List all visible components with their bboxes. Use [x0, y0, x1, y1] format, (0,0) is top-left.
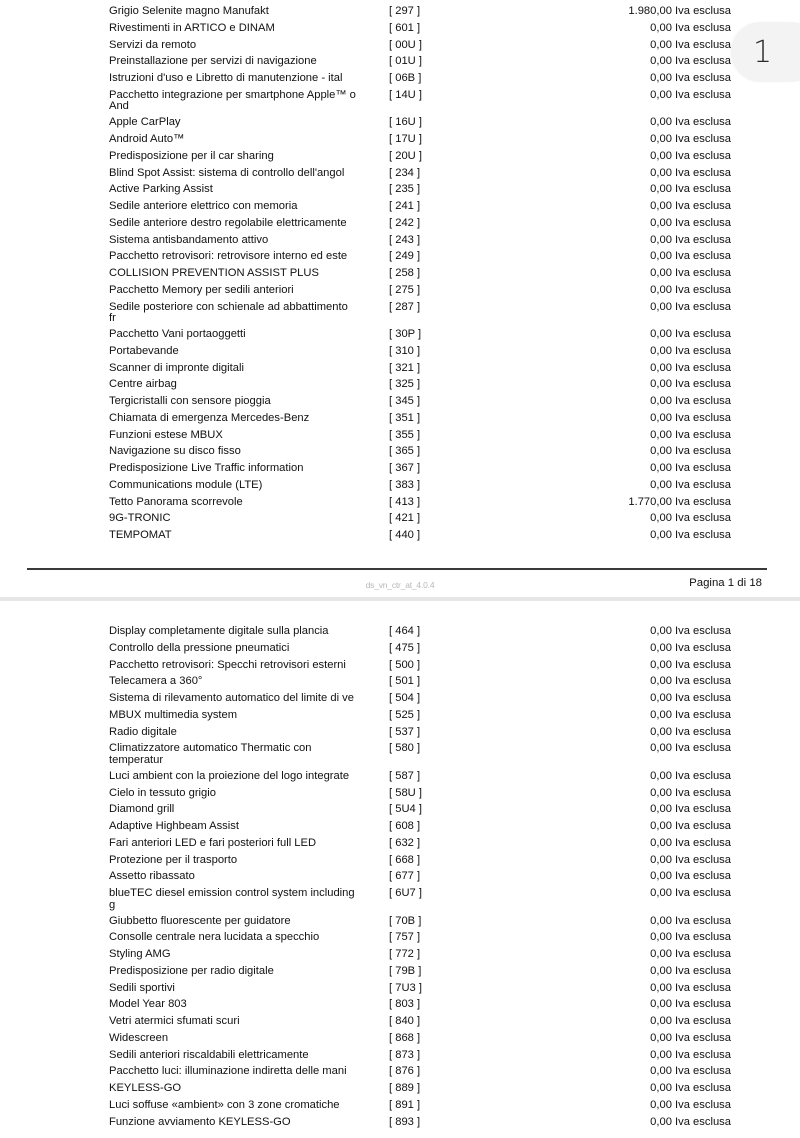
- option-description: Luci ambient con la proiezione del logo integrate: [109, 770, 350, 782]
- option-price: 0,00 Iva esclusa: [650, 72, 731, 84]
- option-row: [0, 21, 800, 38]
- option-price: 0,00 Iva esclusa: [650, 462, 731, 474]
- option-price: 0,00 Iva esclusa: [650, 786, 731, 799]
- option-row: [0, 377, 800, 394]
- option-row: [0, 461, 800, 478]
- option-code: [ 504 ]: [389, 692, 421, 704]
- option-price: 0,00 Iva esclusa: [650, 1115, 731, 1128]
- option-price: 0,00 Iva esclusa: [650, 981, 731, 994]
- option-code: [ 16U ]: [389, 116, 422, 129]
- option-description: Istruzioni d'uso e Libretto di manutenzione - ital: [109, 73, 343, 84]
- option-row: [0, 444, 800, 461]
- option-row: [0, 300, 800, 328]
- option-description: Predisposizione per il car sharing: [109, 150, 274, 162]
- option-description: Sedili anteriori riscaldabili elettricamente: [109, 1049, 309, 1061]
- option-code: [ 580 ]: [389, 742, 421, 755]
- option-price: 0,00 Iva esclusa: [650, 708, 731, 721]
- option-row: [0, 930, 800, 947]
- option-row: [0, 947, 800, 964]
- option-price: 0,00 Iva esclusa: [650, 1098, 731, 1111]
- option-code: [ 803 ]: [389, 998, 421, 1011]
- option-price: 0,00 Iva esclusa: [650, 948, 731, 960]
- option-description: Pacchetto integrazione per smartphone Apple™ o And: [109, 88, 356, 113]
- option-code: [ 242 ]: [389, 216, 421, 229]
- option-price: 0,00 Iva esclusa: [650, 625, 731, 637]
- option-price: 0,00 Iva esclusa: [650, 641, 731, 654]
- option-description: Sedile anteriore destro regolabile elettricamente: [109, 217, 347, 229]
- option-price: 0,00 Iva esclusa: [650, 1065, 731, 1078]
- option-price: 1.770,00 Iva esclusa: [628, 495, 731, 508]
- option-price: 0,00 Iva esclusa: [650, 658, 731, 671]
- page-number-badge: [731, 22, 800, 82]
- option-code: [ 421 ]: [389, 512, 421, 525]
- option-price: 0,00 Iva esclusa: [650, 55, 731, 68]
- option-price: 0,00 Iva esclusa: [650, 344, 731, 357]
- option-code: [ 20U ]: [389, 149, 422, 162]
- option-price: 0,00 Iva esclusa: [650, 998, 731, 1011]
- option-code: [ 6U7 ]: [389, 887, 422, 899]
- option-code: [ 893 ]: [389, 1115, 421, 1128]
- footer-page-number: Pagina 1 di 18: [689, 577, 762, 589]
- option-code: [ 06B ]: [389, 72, 422, 84]
- option-row: [0, 725, 800, 742]
- option-price: 0,00 Iva esclusa: [650, 931, 731, 944]
- option-description: Display completamente digitale sulla plancia: [109, 626, 329, 637]
- option-description: Climatizzatore automatico Thermatic con temperatur: [109, 742, 312, 766]
- option-price: 0,00 Iva esclusa: [650, 378, 731, 391]
- option-code: [ 310 ]: [389, 344, 421, 357]
- option-price: 0,00 Iva esclusa: [650, 428, 731, 441]
- option-code: [ 587 ]: [389, 769, 421, 782]
- option-price: 0,00 Iva esclusa: [650, 914, 731, 927]
- option-row: [0, 428, 800, 445]
- option-description: Grigio Selenite magno Manufakt: [109, 6, 269, 17]
- option-code: [ 500 ]: [389, 658, 421, 671]
- option-description: Luci soffuse «ambient» con 3 zone cromatiche: [109, 1099, 340, 1111]
- option-price: 0,00 Iva esclusa: [650, 1082, 731, 1094]
- option-row: [0, 981, 800, 998]
- option-row: [0, 216, 800, 233]
- option-description: Scanner di impronte digitali: [109, 362, 244, 374]
- option-description: Pacchetto Memory per sedili anteriori: [109, 284, 294, 296]
- option-code: [ 79B ]: [389, 964, 422, 977]
- option-row: [0, 1081, 800, 1098]
- option-row: [0, 361, 800, 378]
- option-code: [ 677 ]: [389, 870, 421, 883]
- option-description: TEMPOMAT: [109, 530, 172, 541]
- option-description: Funzioni estese MBUX: [109, 429, 223, 441]
- option-code: [ 345 ]: [389, 395, 421, 407]
- option-row: [0, 836, 800, 853]
- option-description: Sedile anteriore elettrico con memoria: [109, 201, 298, 212]
- option-row: [0, 249, 800, 266]
- option-row: [0, 511, 800, 528]
- option-price: 0,00 Iva esclusa: [650, 216, 731, 229]
- option-row: [0, 1014, 800, 1031]
- option-code: [ 258 ]: [389, 267, 421, 279]
- option-row: [0, 88, 800, 116]
- option-code: [ 275 ]: [389, 283, 421, 296]
- footer-document-id: ds_vn_ctr_at_4.0.4: [365, 580, 435, 590]
- option-row: [0, 54, 800, 71]
- option-row: [0, 914, 800, 931]
- option-price: 0,00 Iva esclusa: [650, 887, 731, 899]
- option-code: [ 355 ]: [389, 428, 421, 441]
- option-row: [0, 769, 800, 786]
- option-description: Protezione per il trasporto: [109, 854, 238, 866]
- option-price: 0,00 Iva esclusa: [650, 166, 731, 179]
- option-description: Tergicristalli con sensore pioggia: [109, 396, 271, 407]
- option-row: [0, 266, 800, 283]
- option-code: [ 876 ]: [389, 1065, 421, 1078]
- option-price: 0,00 Iva esclusa: [650, 21, 731, 34]
- option-price: 0,00 Iva esclusa: [650, 692, 731, 704]
- option-code: [ 243 ]: [389, 233, 421, 246]
- option-price: 0,00 Iva esclusa: [650, 1015, 731, 1027]
- option-row: [0, 166, 800, 183]
- option-code: [ 00U ]: [389, 38, 422, 51]
- option-description: Rivestimenti in ARTICO e DINAM: [109, 22, 275, 34]
- option-code: [ 464 ]: [389, 625, 421, 637]
- option-description: Styling AMG: [109, 949, 171, 960]
- option-description: Model Year 803: [109, 999, 187, 1011]
- option-description: Predisposizione Live Traffic information: [109, 463, 304, 474]
- option-code: [ 58U ]: [389, 786, 422, 799]
- option-row: [0, 327, 800, 344]
- option-price: 0,00 Iva esclusa: [650, 183, 731, 196]
- option-description: Sistema antisbandamento attivo: [109, 234, 269, 246]
- option-price: 0,00 Iva esclusa: [650, 361, 731, 374]
- page-number-badge-value: 1: [753, 34, 773, 70]
- option-code: [ 608 ]: [389, 820, 421, 832]
- document-page-2: [0, 601, 800, 1138]
- option-row: [0, 819, 800, 836]
- option-row: [0, 149, 800, 166]
- option-code: [ 321 ]: [389, 361, 421, 374]
- option-description: Portabevande: [109, 345, 179, 357]
- option-price: 0,00 Iva esclusa: [650, 836, 731, 849]
- option-description: Sedili sportivi: [109, 982, 175, 994]
- option-description: Servizi da remoto: [109, 39, 197, 51]
- options-list: [0, 4, 800, 545]
- option-description: COLLISION PREVENTION ASSIST PLUS: [109, 268, 319, 279]
- option-price: 0,00 Iva esclusa: [650, 38, 731, 51]
- option-code: [ 873 ]: [389, 1048, 421, 1061]
- option-row: [0, 233, 800, 250]
- option-description: Blind Spot Assist: sistema di controllo dell'angol: [109, 167, 345, 179]
- option-price: 0,00 Iva esclusa: [650, 725, 731, 738]
- option-code: [ 632 ]: [389, 836, 421, 849]
- option-code: [ 351 ]: [389, 411, 421, 424]
- option-row: [0, 1031, 800, 1048]
- option-price: 0,00 Iva esclusa: [650, 395, 731, 407]
- option-row: [0, 964, 800, 981]
- option-row: [0, 802, 800, 819]
- option-description: Pacchetto retrovisori: Specchi retrovisori esterni: [109, 659, 346, 671]
- option-price: 0,00 Iva esclusa: [650, 964, 731, 977]
- option-row: [0, 182, 800, 199]
- option-price: 0,00 Iva esclusa: [650, 769, 731, 782]
- option-price: 0,00 Iva esclusa: [650, 675, 731, 688]
- option-row: [0, 1115, 800, 1132]
- option-description: Communications module (LTE): [109, 479, 263, 491]
- option-price: 0,00 Iva esclusa: [650, 328, 731, 340]
- option-description: Funzione avviamento KEYLESS-GO: [109, 1116, 291, 1128]
- option-price: 0,00 Iva esclusa: [650, 870, 731, 883]
- option-description: Controllo della pressione pneumatici: [109, 642, 290, 654]
- option-row: [0, 528, 800, 545]
- option-row: [0, 674, 800, 691]
- option-price: 0,00 Iva esclusa: [650, 478, 731, 491]
- option-row: [0, 869, 800, 886]
- option-code: [ 365 ]: [389, 445, 421, 458]
- option-row: [0, 344, 800, 361]
- option-description: Telecamera a 360°: [109, 676, 203, 688]
- option-code: [ 235 ]: [389, 183, 421, 196]
- option-code: [ 501 ]: [389, 675, 421, 688]
- option-price: 0,00 Iva esclusa: [650, 1031, 731, 1044]
- option-price: 0,00 Iva esclusa: [650, 300, 731, 313]
- option-code: [ 475 ]: [389, 641, 421, 654]
- option-description: Tetto Panorama scorrevole: [109, 496, 243, 508]
- option-code: [ 234 ]: [389, 166, 421, 179]
- option-description: Fari anteriori LED e fari posteriori full LED: [109, 837, 317, 849]
- option-code: [ 601 ]: [389, 21, 421, 34]
- footer-rule: [27, 568, 767, 570]
- option-description: Apple CarPlay: [109, 117, 181, 129]
- option-code: [ 383 ]: [389, 478, 421, 491]
- option-description: Sedile posteriore con schienale ad abbattimento fr: [109, 300, 348, 325]
- option-code: [ 297 ]: [389, 5, 421, 17]
- option-code: [ 5U4 ]: [389, 803, 422, 816]
- option-code: [ 889 ]: [389, 1082, 421, 1094]
- option-row: [0, 132, 800, 149]
- option-description: Preinstallazione per servizi di navigazione: [109, 56, 317, 68]
- option-row: [0, 997, 800, 1014]
- option-price: 0,00 Iva esclusa: [650, 820, 731, 832]
- option-row: [0, 691, 800, 708]
- option-price: 0,00 Iva esclusa: [650, 411, 731, 424]
- option-row: [0, 495, 800, 512]
- option-description: Active Parking Assist: [109, 184, 213, 196]
- option-row: [0, 853, 800, 870]
- option-price: 0,00 Iva esclusa: [650, 133, 731, 145]
- option-code: [ 525 ]: [389, 708, 421, 721]
- options-list: [0, 624, 800, 1131]
- option-price: 0,00 Iva esclusa: [650, 445, 731, 458]
- option-description: Pacchetto retrovisori: retrovisore interno ed este: [109, 251, 348, 263]
- option-description: Pacchetto Vani portaoggetti: [109, 329, 246, 340]
- option-code: [ 287 ]: [389, 300, 421, 313]
- option-row: [0, 658, 800, 675]
- option-price: 0,00 Iva esclusa: [650, 116, 731, 129]
- option-code: [ 413 ]: [389, 495, 421, 508]
- option-description: Centre airbag: [109, 379, 177, 391]
- option-row: [0, 71, 800, 88]
- option-row: [0, 115, 800, 132]
- option-price: 0,00 Iva esclusa: [650, 88, 731, 101]
- option-description: Navigazione su disco fisso: [109, 446, 241, 458]
- option-description: Radio digitale: [109, 726, 177, 738]
- option-price: 0,00 Iva esclusa: [650, 529, 731, 541]
- option-description: Giubbetto fluorescente per guidatore: [109, 915, 291, 927]
- option-row: [0, 38, 800, 55]
- option-price: 0,00 Iva esclusa: [650, 233, 731, 246]
- option-description: 9G-TRONIC: [109, 513, 171, 525]
- option-row: [0, 411, 800, 428]
- option-row: [0, 624, 800, 641]
- option-code: [ 01U ]: [389, 55, 422, 68]
- option-price: 0,00 Iva esclusa: [650, 200, 731, 212]
- option-code: [ 537 ]: [389, 725, 421, 738]
- option-row: [0, 283, 800, 300]
- option-description: Cielo in tessuto grigio: [109, 787, 216, 799]
- option-code: [ 668 ]: [389, 853, 421, 866]
- option-code: [ 757 ]: [389, 931, 421, 944]
- option-price: 0,00 Iva esclusa: [650, 283, 731, 296]
- option-row: [0, 4, 800, 21]
- option-code: [ 891 ]: [389, 1098, 421, 1111]
- option-description: MBUX multimedia system: [109, 709, 238, 721]
- option-row: [0, 708, 800, 725]
- option-code: [ 249 ]: [389, 250, 421, 263]
- option-row: [0, 199, 800, 216]
- option-price: 0,00 Iva esclusa: [650, 512, 731, 525]
- option-description: Pacchetto luci: illuminazione indiretta delle mani: [109, 1066, 347, 1078]
- option-description: Sistema di rilevamento automatico del limite di ve: [109, 693, 354, 704]
- option-row: [0, 741, 800, 769]
- option-code: [ 367 ]: [389, 462, 421, 474]
- option-price: 0,00 Iva esclusa: [650, 250, 731, 263]
- option-price: 0,00 Iva esclusa: [650, 853, 731, 866]
- option-description: Chiamata di emergenza Mercedes-Benz: [109, 412, 310, 424]
- option-code: [ 868 ]: [389, 1031, 421, 1044]
- option-code: [ 30P ]: [389, 328, 422, 340]
- option-description: Consolle centrale nera lucidata a specchio: [109, 932, 320, 944]
- option-code: [ 440 ]: [389, 529, 421, 541]
- option-row: [0, 641, 800, 658]
- option-price: 1.980,00 Iva esclusa: [628, 5, 731, 17]
- option-code: [ 772 ]: [389, 948, 421, 960]
- option-code: [ 17U ]: [389, 133, 422, 145]
- option-row: [0, 786, 800, 803]
- option-price: 0,00 Iva esclusa: [650, 742, 731, 755]
- option-description: Widescreen: [109, 1032, 169, 1044]
- option-description: Vetri atermici sfumati scuri: [109, 1016, 240, 1027]
- option-price: 0,00 Iva esclusa: [650, 149, 731, 162]
- option-description: Predisposizione per radio digitale: [109, 965, 274, 977]
- option-code: [ 70B ]: [389, 914, 422, 927]
- option-description: KEYLESS-GO: [109, 1083, 182, 1094]
- option-row: [0, 1048, 800, 1065]
- option-code: [ 241 ]: [389, 200, 421, 212]
- option-row: [0, 394, 800, 411]
- option-row: [0, 478, 800, 495]
- option-price: 0,00 Iva esclusa: [650, 1048, 731, 1061]
- option-code: [ 325 ]: [389, 378, 421, 391]
- option-description: Assetto ribassato: [109, 871, 195, 883]
- option-price: 0,00 Iva esclusa: [650, 267, 731, 279]
- option-row: [0, 1064, 800, 1081]
- option-description: Android Auto™: [109, 134, 185, 145]
- option-code: [ 7U3 ]: [389, 981, 422, 994]
- option-row: [0, 886, 800, 914]
- option-code: [ 840 ]: [389, 1015, 421, 1027]
- option-description: Diamond grill: [109, 804, 175, 816]
- option-code: [ 14U ]: [389, 88, 422, 101]
- option-description: blueTEC diesel emission control system including g: [109, 887, 355, 911]
- option-price: 0,00 Iva esclusa: [650, 803, 731, 816]
- option-row: [0, 1098, 800, 1115]
- option-description: Adaptive Highbeam Assist: [109, 821, 239, 832]
